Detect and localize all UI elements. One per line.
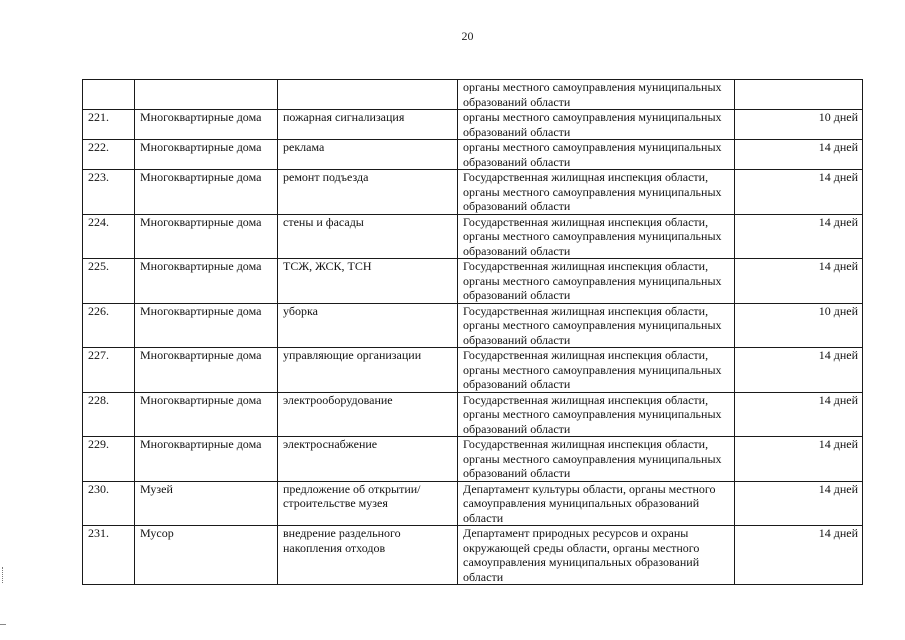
row-term: 14 дней [735, 481, 863, 526]
row-number: 221. [83, 110, 135, 140]
row-organization: органы местного самоуправления муниципальных образований области [458, 140, 735, 170]
row-number: 223. [83, 170, 135, 215]
row-category [135, 80, 278, 110]
row-term: 14 дней [735, 437, 863, 482]
row-term: 14 дней [735, 214, 863, 259]
row-category: Мусор [135, 526, 278, 585]
row-organization: Государственная жилищная инспекция области, органы местного самоуправления муниципальных образований области [458, 437, 735, 482]
scan-margin-dash [0, 624, 6, 625]
row-term: 14 дней [735, 526, 863, 585]
row-topic: электрооборудование [278, 392, 458, 437]
row-term: 14 дней [735, 259, 863, 304]
row-term: 10 дней [735, 303, 863, 348]
row-organization: Государственная жилищная инспекция области, органы местного самоуправления муниципальных образований области [458, 259, 735, 304]
row-category: Многоквартирные дома [135, 214, 278, 259]
row-topic: ТСЖ, ЖСК, ТСН [278, 259, 458, 304]
table-row [83, 80, 863, 110]
row-number: 224. [83, 214, 135, 259]
row-number: 227. [83, 348, 135, 393]
row-number: 222. [83, 140, 135, 170]
row-term: 14 дней [735, 140, 863, 170]
row-organization: Государственная жилищная инспекция области, органы местного самоуправления муниципальных образований области [458, 303, 735, 348]
row-organization: Государственная жилищная инспекция области, органы местного самоуправления муниципальных образований области [458, 214, 735, 259]
row-number [83, 80, 135, 110]
page-number: 20 [461, 29, 474, 43]
row-category: Многоквартирные дома [135, 259, 278, 304]
table-row [83, 259, 863, 304]
row-organization: Государственная жилищная инспекция области, органы местного самоуправления муниципальных образований области [458, 170, 735, 215]
row-topic: пожарная сигнализация [278, 110, 458, 140]
table-row [83, 303, 863, 348]
row-topic: электроснабжение [278, 437, 458, 482]
row-organization: Департамент культуры области, органы местного самоуправления муниципальных образований области [458, 481, 735, 526]
row-number: 228. [83, 392, 135, 437]
row-term: 10 дней [735, 110, 863, 140]
table-row [83, 110, 863, 140]
row-topic: внедрение раздельного накопления отходов [278, 526, 458, 585]
row-organization: Государственная жилищная инспекция области, органы местного самоуправления муниципальных образований области [458, 392, 735, 437]
table-row [83, 526, 863, 585]
row-topic: стены и фасады [278, 214, 458, 259]
row-term: 14 дней [735, 348, 863, 393]
row-category: Многоквартирные дома [135, 110, 278, 140]
row-category: Многоквартирные дома [135, 348, 278, 393]
row-number: 225. [83, 259, 135, 304]
row-organization: Государственная жилищная инспекция области, органы местного самоуправления муниципальных образований области [458, 348, 735, 393]
scan-margin-mark [2, 567, 6, 583]
row-number: 230. [83, 481, 135, 526]
row-topic [278, 80, 458, 110]
appeals-table [82, 79, 863, 585]
row-organization: органы местного самоуправления муниципальных образований области [458, 80, 735, 110]
table-row [83, 348, 863, 393]
row-category: Музей [135, 481, 278, 526]
row-topic: ремонт подъезда [278, 170, 458, 215]
table-row [83, 170, 863, 215]
table-row [83, 392, 863, 437]
row-number: 229. [83, 437, 135, 482]
row-topic: уборка [278, 303, 458, 348]
row-term [735, 80, 863, 110]
row-topic: предложение об открытии/строительстве музея [278, 481, 458, 526]
row-number: 231. [83, 526, 135, 585]
table-row [83, 481, 863, 526]
row-organization: Департамент природных ресурсов и охраны окружающей среды области, органы местного самоуправления муниципальных образований области [458, 526, 735, 585]
table-row [83, 140, 863, 170]
row-number: 226. [83, 303, 135, 348]
row-category: Многоквартирные дома [135, 303, 278, 348]
row-category: Многоквартирные дома [135, 170, 278, 215]
row-term: 14 дней [735, 170, 863, 215]
row-term: 14 дней [735, 392, 863, 437]
row-category: Многоквартирные дома [135, 392, 278, 437]
row-category: Многоквартирные дома [135, 437, 278, 482]
row-topic: реклама [278, 140, 458, 170]
row-topic: управляющие организации [278, 348, 458, 393]
row-category: Многоквартирные дома [135, 140, 278, 170]
table-row [83, 437, 863, 482]
table-row [83, 214, 863, 259]
row-organization: органы местного самоуправления муниципальных образований области [458, 110, 735, 140]
